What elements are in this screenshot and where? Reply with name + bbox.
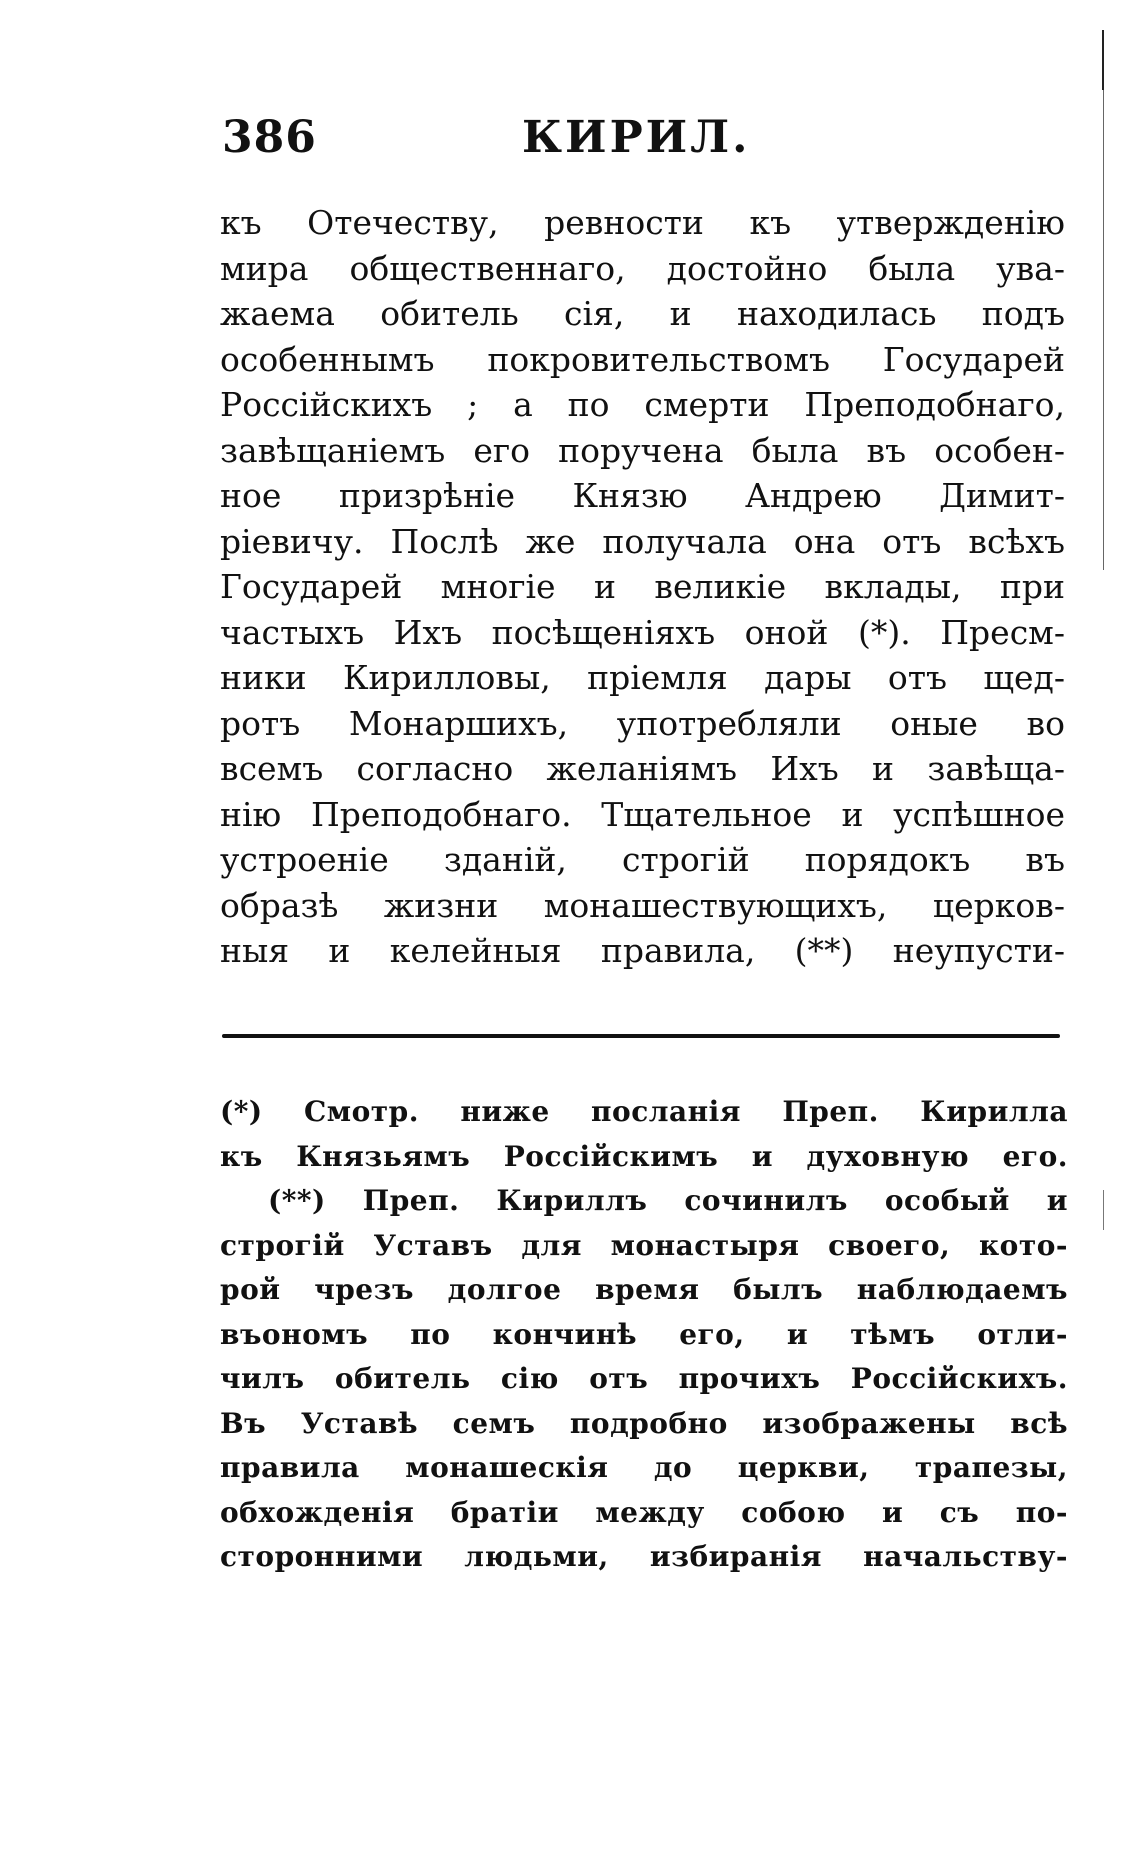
footnote-separator — [222, 1034, 1060, 1038]
text-line: мира общественнаго, достойно была ува- — [220, 248, 1065, 288]
text-line: къ Отечеству, ревности къ утвержденiю — [220, 203, 1065, 242]
text-line: ное призрѣнiе Князю Андрею Димит- — [220, 476, 1065, 515]
footnote-line: (**) Преп. Кириллъ сочинилъ особый и — [268, 1184, 1068, 1217]
footnote-line: правила монашескiя до церкви, трапезы, — [220, 1451, 1068, 1484]
text-line: образѣ жизни монашествующихъ, церков- — [220, 885, 1065, 925]
page-edge-mark — [1102, 30, 1104, 90]
footnote-line: рой чрезъ долгое время былъ наблюдаемъ — [220, 1273, 1068, 1306]
text-line: ныя и келейныя правила, (**) неупусти- — [220, 931, 1065, 970]
text-line: нiю Преподобнаго. Тщательное и успѣшное — [220, 794, 1065, 834]
text-line: рiевичу. Послѣ же получала она отъ всѣхъ — [220, 521, 1065, 561]
text-line: Россiйскихъ ; а по смерти Преподобнаго, — [220, 385, 1065, 424]
footnote-line: (*) Смотр. ниже посланiя Преп. Кирилла — [220, 1095, 1068, 1128]
footnote-line: къ Князьямъ Россiйскимъ и духовную его. — [220, 1139, 1068, 1173]
footnotes — [220, 1090, 1068, 1580]
footnote-line: сторонними людьми, избиранiя начальству- — [220, 1540, 1068, 1573]
running-head: КИРИЛ. — [522, 112, 751, 163]
page-edge-mark — [1103, 1190, 1104, 1230]
text-line: ротъ Монаршихъ, употребляли оные во — [220, 703, 1065, 743]
text-line: Государей многiе и великiе вклады, при — [220, 567, 1065, 606]
main-text — [220, 200, 1065, 974]
text-line: жаема обитель сiя, и находилась подъ — [220, 294, 1065, 333]
text-line: ники Кирилловы, прiемля дары отъ щед- — [220, 658, 1065, 697]
text-line: устроенiе зданiй, строгiй порядокъ въ — [220, 840, 1065, 879]
page-edge-mark — [1103, 90, 1104, 570]
footnote-line: въономъ по кончинѣ его, и тѣмъ отли- — [220, 1317, 1068, 1351]
footnote-line: чилъ обитель сiю отъ прочихъ Россiйскихъ. — [220, 1362, 1068, 1395]
text-line: всемъ согласно желанiямъ Ихъ и завѣща- — [220, 749, 1065, 788]
text-line: частыхъ Ихъ посѣщенiяхъ оной (*). Пресм- — [220, 612, 1065, 652]
text-line: завѣщанiемъ его поручена была въ особен- — [220, 430, 1065, 470]
text-line: особеннымъ покровительствомъ Государей — [220, 339, 1065, 379]
page-header — [222, 112, 1062, 172]
footnote-line: Въ Уставѣ семъ подробно изображены всѣ — [220, 1406, 1068, 1440]
footnote-line: обхожденiя братiи между собою и съ по- — [220, 1495, 1068, 1529]
page-number: 386 — [222, 112, 317, 163]
footnote-line: строгiй Уставъ для монастыря своего, кото- — [220, 1228, 1068, 1262]
